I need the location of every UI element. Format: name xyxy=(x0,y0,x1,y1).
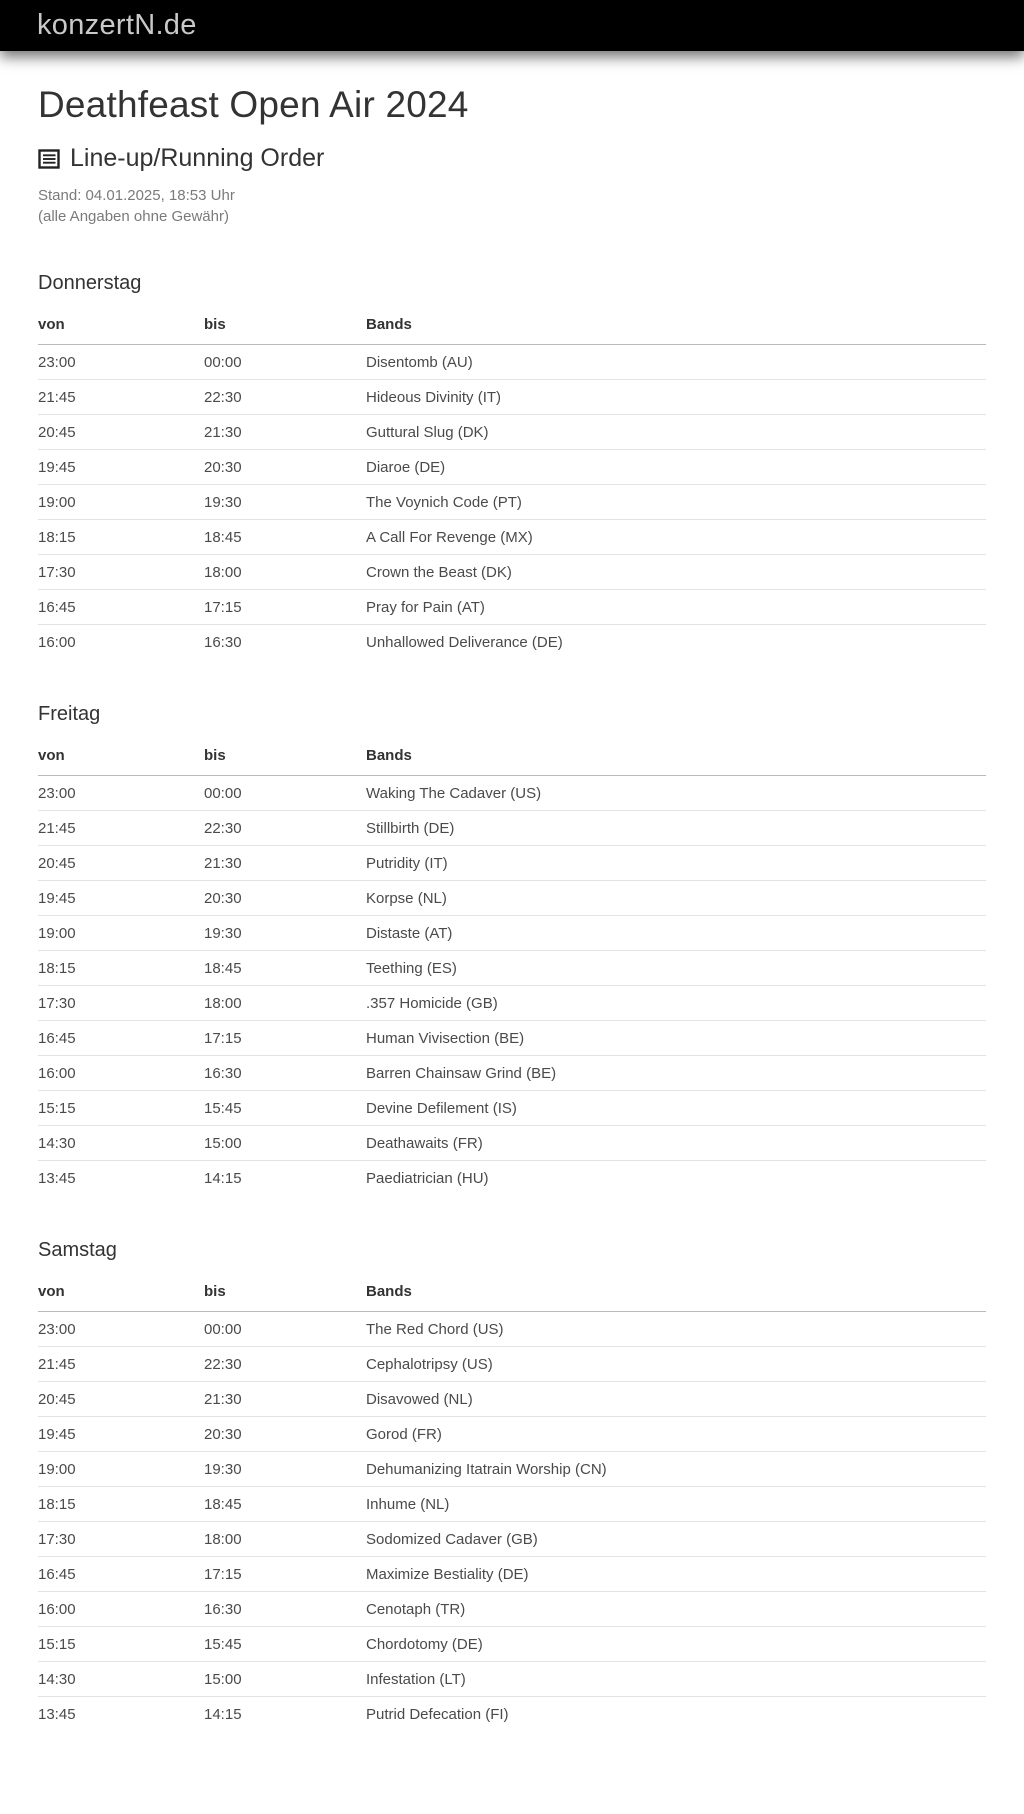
cell-von: 23:00 xyxy=(38,344,204,379)
table-row xyxy=(38,624,986,659)
cell-band: Distaste (AT) xyxy=(366,915,986,950)
cell-von: 17:30 xyxy=(38,554,204,589)
cell-von: 21:45 xyxy=(38,379,204,414)
table-row xyxy=(38,1556,986,1591)
day-heading: Samstag xyxy=(38,1238,117,1261)
cell-von: 16:45 xyxy=(38,1020,204,1055)
cell-band: Teething (ES) xyxy=(366,950,986,985)
table-row xyxy=(38,1521,986,1556)
cell-bis: 18:45 xyxy=(204,519,366,554)
table-row xyxy=(38,775,986,810)
cell-bis: 15:45 xyxy=(204,1090,366,1125)
cell-bis: 20:30 xyxy=(204,1416,366,1451)
column-header-bis: bis xyxy=(204,308,366,345)
cell-band: A Call For Revenge (MX) xyxy=(366,519,986,554)
table-row xyxy=(38,1416,986,1451)
cell-bis: 18:45 xyxy=(204,950,366,985)
table-header-row xyxy=(38,1275,986,1312)
table-row xyxy=(38,554,986,589)
table-row xyxy=(38,1346,986,1381)
stand-line: Stand: 04.01.2025, 18:53 Uhr xyxy=(38,187,235,204)
cell-bis: 14:15 xyxy=(204,1169,242,1187)
schedule-table xyxy=(38,1275,986,1731)
cell-von: 23:00 xyxy=(38,1311,204,1346)
table-row xyxy=(38,344,986,379)
cell-bis: 19:30 xyxy=(204,484,366,519)
cell-bis: 14:15 xyxy=(204,1705,242,1723)
cell-von: 16:00 xyxy=(38,633,76,651)
table-row xyxy=(38,484,986,519)
cell-band: Disentomb (AU) xyxy=(366,344,986,379)
cell-band: Maximize Bestiality (DE) xyxy=(366,1556,986,1591)
day-heading: Donnerstag xyxy=(38,271,142,294)
cell-von: 20:45 xyxy=(38,845,204,880)
table-row xyxy=(38,1661,986,1696)
cell-bis: 22:30 xyxy=(204,379,366,414)
column-header-bands: Bands xyxy=(366,1275,986,1312)
table-header-row xyxy=(38,739,986,776)
main-content xyxy=(0,84,1024,1771)
cell-band: Putridity (IT) xyxy=(366,845,986,880)
cell-bis: 17:15 xyxy=(204,1556,366,1591)
cell-band: Cenotaph (TR) xyxy=(366,1591,986,1626)
cell-band: Deathawaits (FR) xyxy=(366,1125,986,1160)
table-row xyxy=(38,915,986,950)
cell-bis: 15:45 xyxy=(204,1626,366,1661)
cell-bis: 15:00 xyxy=(204,1125,366,1160)
cell-band: Unhallowed Deliverance (DE) xyxy=(366,633,563,651)
cell-band: Inhume (NL) xyxy=(366,1486,986,1521)
cell-bis: 16:30 xyxy=(204,1055,366,1090)
cell-von: 21:45 xyxy=(38,810,204,845)
cell-band: Dehumanizing Itatrain Worship (CN) xyxy=(366,1451,986,1486)
table-row xyxy=(38,1591,986,1626)
cell-band: Korpse (NL) xyxy=(366,880,986,915)
cell-bis: 19:30 xyxy=(204,1451,366,1486)
page-title: Deathfeast Open Air 2024 xyxy=(38,84,469,125)
cell-bis: 21:30 xyxy=(204,845,366,880)
site-header xyxy=(0,0,1024,51)
table-row xyxy=(38,589,986,624)
cell-von: 19:45 xyxy=(38,1416,204,1451)
column-header-bands: Bands xyxy=(366,308,986,345)
cell-band: Infestation (LT) xyxy=(366,1661,986,1696)
cell-bis: 15:00 xyxy=(204,1661,366,1696)
cell-von: 15:15 xyxy=(38,1090,204,1125)
cell-band: Human Vivisection (BE) xyxy=(366,1020,986,1055)
cell-bis: 00:00 xyxy=(204,775,366,810)
cell-bis: 00:00 xyxy=(204,344,366,379)
table-row xyxy=(38,1696,986,1731)
cell-von: 21:45 xyxy=(38,1346,204,1381)
cell-band: Paediatrician (HU) xyxy=(366,1169,489,1187)
cell-von: 16:45 xyxy=(38,589,204,624)
cell-von: 14:30 xyxy=(38,1125,204,1160)
cell-von: 17:30 xyxy=(38,985,204,1020)
column-header-von: von xyxy=(38,1275,204,1312)
cell-band: Gorod (FR) xyxy=(366,1416,986,1451)
table-row xyxy=(38,845,986,880)
cell-von: 19:00 xyxy=(38,915,204,950)
cell-band: Hideous Divinity (IT) xyxy=(366,379,986,414)
table-row xyxy=(38,1311,986,1346)
cell-band: Cephalotripsy (US) xyxy=(366,1346,986,1381)
cell-band: Diaroe (DE) xyxy=(366,449,986,484)
day-section xyxy=(38,703,986,1195)
cell-bis: 21:30 xyxy=(204,414,366,449)
schedule-table xyxy=(38,308,986,659)
cell-band: The Red Chord (US) xyxy=(366,1311,986,1346)
cell-bis: 22:30 xyxy=(204,1346,366,1381)
table-row xyxy=(38,1090,986,1125)
cell-von: 19:45 xyxy=(38,880,204,915)
cell-band: Chordotomy (DE) xyxy=(366,1626,986,1661)
cell-von: 19:00 xyxy=(38,1451,204,1486)
table-row xyxy=(38,519,986,554)
schedule-table xyxy=(38,739,986,1195)
cell-band: Devine Defilement (IS) xyxy=(366,1090,986,1125)
column-header-bis: bis xyxy=(204,739,366,776)
cell-band: .357 Homicide (GB) xyxy=(366,985,986,1020)
disclaimer-line: (alle Angaben ohne Gewähr) xyxy=(38,208,229,226)
column-header-bands: Bands xyxy=(366,739,986,776)
cell-von: 19:00 xyxy=(38,484,204,519)
cell-band: The Voynich Code (PT) xyxy=(366,484,986,519)
list-icon xyxy=(38,148,60,170)
table-row xyxy=(38,880,986,915)
cell-bis: 18:00 xyxy=(204,985,366,1020)
cell-bis: 18:45 xyxy=(204,1486,366,1521)
cell-bis: 18:00 xyxy=(204,1521,366,1556)
day-section xyxy=(38,272,986,659)
cell-band: Disavowed (NL) xyxy=(366,1381,986,1416)
table-row xyxy=(38,1055,986,1090)
column-header-von: von xyxy=(38,739,204,776)
table-row xyxy=(38,985,986,1020)
cell-von: 18:15 xyxy=(38,1486,204,1521)
cell-von: 13:45 xyxy=(38,1705,76,1723)
cell-bis: 20:30 xyxy=(204,880,366,915)
cell-band: Sodomized Cadaver (GB) xyxy=(366,1521,986,1556)
cell-band: Barren Chainsaw Grind (BE) xyxy=(366,1055,986,1090)
table-row xyxy=(38,1381,986,1416)
cell-band: Pray for Pain (AT) xyxy=(366,589,986,624)
cell-von: 18:15 xyxy=(38,950,204,985)
table-row xyxy=(38,1451,986,1486)
table-row xyxy=(38,1626,986,1661)
cell-band: Putrid Defecation (FI) xyxy=(366,1705,509,1723)
cell-bis: 20:30 xyxy=(204,449,366,484)
cell-band: Stillbirth (DE) xyxy=(366,810,986,845)
cell-von: 16:45 xyxy=(38,1556,204,1591)
cell-band: Crown the Beast (DK) xyxy=(366,554,986,589)
cell-bis: 17:15 xyxy=(204,1020,366,1055)
section-heading-label: Line-up/Running Order xyxy=(70,144,325,172)
site-brand-link[interactable]: konzertN.de xyxy=(37,9,197,41)
cell-bis: 16:30 xyxy=(204,1591,366,1626)
table-header-row xyxy=(38,308,986,345)
table-row xyxy=(38,1020,986,1055)
cell-von: 14:30 xyxy=(38,1661,204,1696)
section-heading xyxy=(38,144,986,173)
table-row xyxy=(38,1486,986,1521)
cell-bis: 00:00 xyxy=(204,1311,366,1346)
cell-von: 23:00 xyxy=(38,775,204,810)
cell-bis: 16:30 xyxy=(204,633,242,651)
cell-von: 16:00 xyxy=(38,1055,204,1090)
cell-von: 20:45 xyxy=(38,1381,204,1416)
column-header-bis: bis xyxy=(204,1275,366,1312)
cell-von: 20:45 xyxy=(38,414,204,449)
table-row xyxy=(38,1125,986,1160)
table-row xyxy=(38,810,986,845)
cell-bis: 21:30 xyxy=(204,1381,366,1416)
table-row xyxy=(38,449,986,484)
cell-von: 17:30 xyxy=(38,1521,204,1556)
column-header-von: von xyxy=(38,308,204,345)
cell-bis: 18:00 xyxy=(204,554,366,589)
table-row xyxy=(38,1160,986,1195)
table-row xyxy=(38,950,986,985)
cell-bis: 19:30 xyxy=(204,915,366,950)
day-heading: Freitag xyxy=(38,702,101,725)
table-row xyxy=(38,379,986,414)
cell-von: 16:00 xyxy=(38,1591,204,1626)
cell-band: Waking The Cadaver (US) xyxy=(366,775,986,810)
cell-von: 13:45 xyxy=(38,1169,76,1187)
day-section xyxy=(38,1239,986,1731)
cell-von: 15:15 xyxy=(38,1626,204,1661)
cell-von: 19:45 xyxy=(38,449,204,484)
cell-bis: 22:30 xyxy=(204,810,366,845)
cell-von: 18:15 xyxy=(38,519,204,554)
cell-band: Guttural Slug (DK) xyxy=(366,414,986,449)
cell-bis: 17:15 xyxy=(204,589,366,624)
table-row xyxy=(38,414,986,449)
